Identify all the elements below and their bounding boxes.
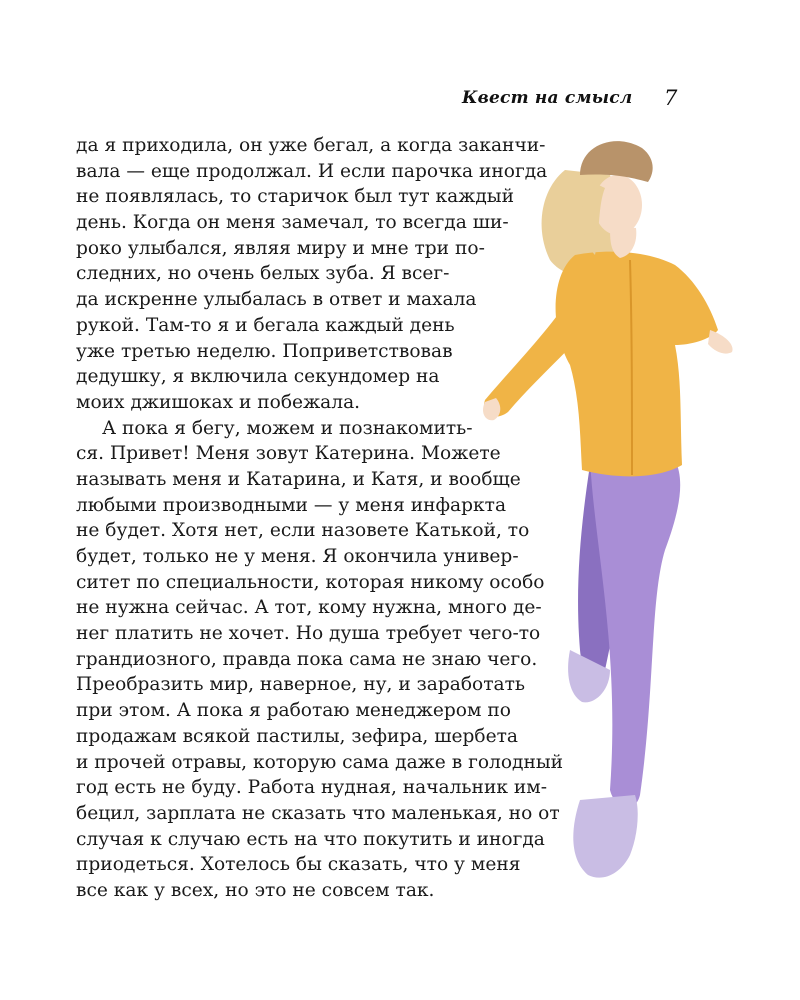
text-line: продажам всякой пастилы, зефира, шербета [76, 725, 518, 747]
running-title: Квест на смысл [462, 88, 633, 108]
text-line: называть меня и Катарина, и Катя, и вообще [76, 468, 521, 490]
running-girl-illustration [470, 130, 760, 900]
text-line: не будет. Хотя нет, если назовете Катькой, то [76, 520, 530, 542]
text-line: ситет по специальности, которая никому особо [76, 571, 545, 593]
text-line: будет, только не у меня. Я окончила универ- [76, 546, 519, 567]
jacket [556, 252, 718, 477]
text-line: все как у всех, но это не совсем так. [76, 879, 435, 901]
text-line: нег платить не хочет. Но душа требует чего-то [76, 623, 541, 645]
text-line: роко улыбался, являя миру и мне три по- [76, 237, 485, 259]
front-shoe [573, 795, 637, 878]
text-line-paragraph-start: А пока я бегу, можем и познакомить- [102, 417, 473, 439]
text-line: да я приходила, он уже бегал, а когда заканчи- [76, 135, 546, 156]
text-line: случая к случаю есть на что покутить и иногда [76, 828, 545, 850]
text-line: вала — еще продолжал. И если парочка иногда [76, 160, 548, 182]
text-line: и прочей отравы, которую сама даже в голодный [76, 751, 564, 773]
text-line: любыми производными — у меня инфаркта [76, 494, 507, 516]
text-line: приодеться. Хотелось бы сказать, что у меня [76, 854, 521, 876]
text-line: при этом. А пока я работаю менеджером по [76, 700, 511, 722]
text-line: день. Когда он меня замечал, то всегда ши- [76, 212, 509, 234]
text-line: рукой. Там-то я и бегала каждый день [76, 314, 455, 336]
text-line: дедушку, я включила секундомер на [76, 366, 440, 388]
text-line: год есть не буду. Работа нудная, начальник им- [76, 777, 548, 799]
text-line: ся. Привет! Меня зовут Катерина. Можете [76, 443, 501, 465]
text-line: моих джишоках и побежала. [76, 391, 361, 413]
text-line: следних, но очень белых зуба. Я всег- [76, 263, 450, 285]
text-line: да искренне улыбалась в ответ и махала [76, 289, 477, 311]
text-line: Преобразить мир, наверное, ну, и заработать [76, 674, 526, 696]
page-number: 7 [664, 86, 678, 110]
text-line: грандиозного, правда пока сама не знаю чего. [76, 648, 538, 670]
text-line: бецил, зарплата не сказать что маленькая, но от [76, 802, 560, 824]
front-hand [708, 330, 733, 354]
text-line: не нужна сейчас. А тот, кому нужна, много де- [76, 597, 542, 619]
text-line: уже третью неделю. Поприветствовав [76, 340, 453, 362]
text-line: не появлялась, то старичок был тут каждый [76, 186, 514, 208]
face [594, 175, 642, 235]
